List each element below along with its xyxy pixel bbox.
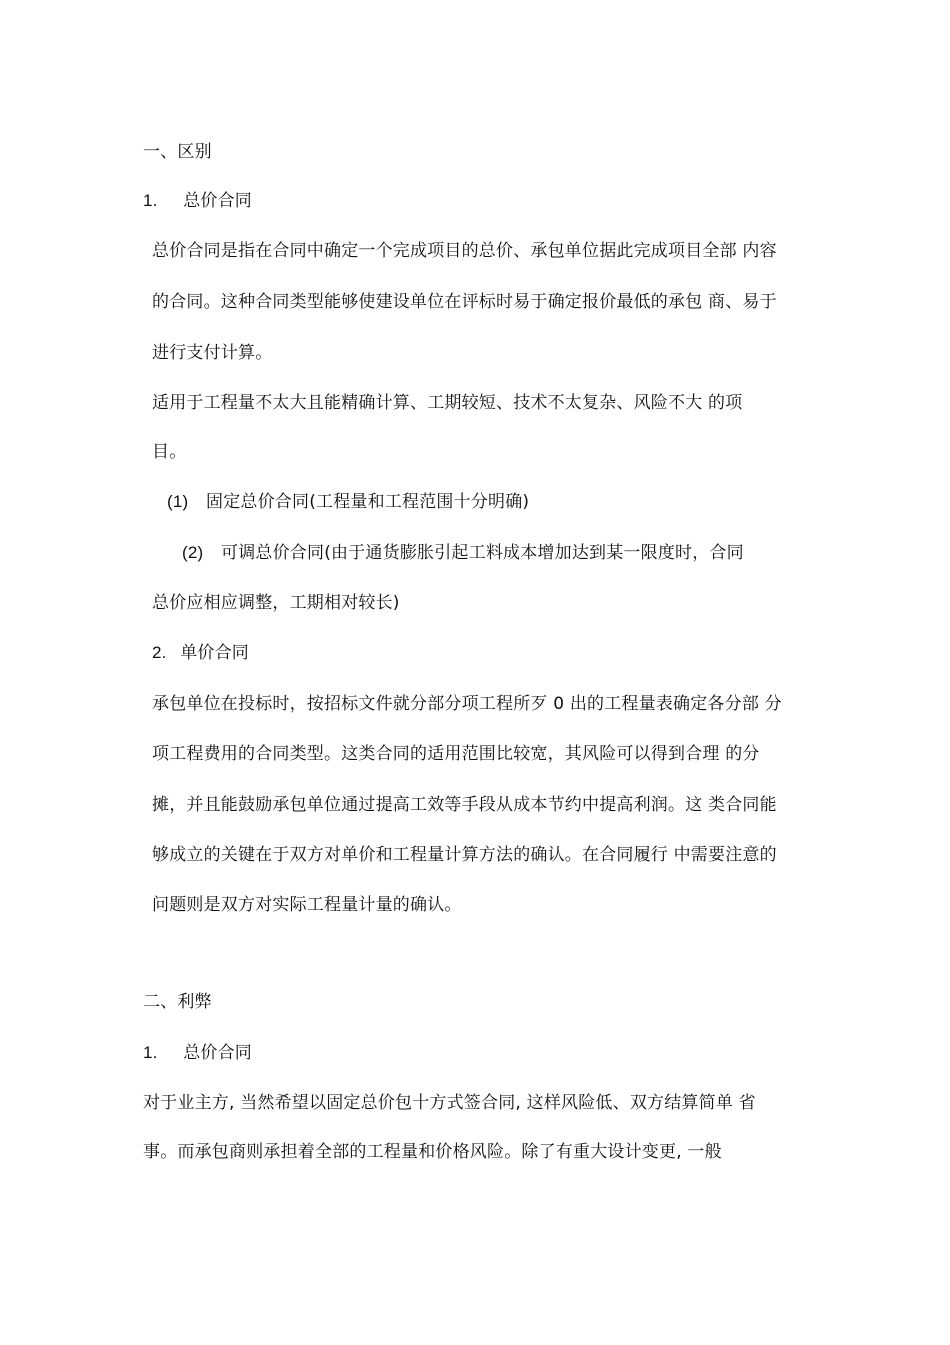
paragraph-line: 总价合同是指在合同中确定一个完成项目的总价、承包单位据此完成项目全部 内容 [152,241,777,261]
paragraph-line: 对于业主方, 当然希望以固定总价包十方式签合同, 这样风险低、双方结算简单 省 [143,1093,756,1113]
item-title: 单价合同 [180,643,249,663]
paragraph-line: 够成立的关键在于双方对单价和工程量计算方法的确认。在合同履行 中需要注意的 [152,845,777,865]
item-number: 1. [143,1043,158,1062]
paragraph-line: 适用于工程量不太大且能精确计算、工期较短、技术不太复杂、风险不大 的项 [152,393,743,413]
item-number: 2. [152,643,167,662]
sub-item-text: 可调总价合同(由于通货膨胀引起工料成本增加达到某一限度时，合同 [221,543,744,563]
section-heading: 一、区别 [143,142,212,162]
paragraph-line: 项工程费用的合同类型。这类合同的适用范围比较宽，其风险可以得到合理 的分 [152,744,760,764]
paragraph-line: 目。 [152,442,187,462]
sub-item-number: (1) [167,492,189,511]
item-number: 1. [143,191,158,210]
paragraph-line: 摊，并且能鼓励承包单位通过提高工效等手段从成本节约中提高利润。这 类合同能 [152,795,777,815]
sub-item [182,542,744,564]
item-heading [152,642,249,664]
sub-item-number: (2) [182,543,204,562]
paragraph-line: 进行支付计算。 [152,343,273,363]
paragraph-line: 的合同。这种合同类型能够使建设单位在评标时易于确定报价最低的承包 商、易于 [152,292,777,312]
item-title: 总价合同 [183,1043,252,1063]
item-title: 总价合同 [183,191,252,211]
paragraph-line: 问题则是双方对实际工程量计量的确认。 [152,895,462,915]
paragraph-line: 总价应相应调整，工期相对较长) [152,593,400,613]
paragraph-line: 承包单位在投标时，按招标文件就分部分项工程所歹 0 出的工程量表确定各分部 分 [152,694,782,714]
sub-item [167,491,529,513]
item-heading [143,1042,252,1064]
item-heading [143,190,252,212]
section-heading: 二、利弊 [143,992,212,1012]
paragraph-line: 事。而承包商则承担着全部的工程量和价格风险。除了有重大设计变更, 一般 [143,1142,722,1162]
sub-item-text: 固定总价合同(工程量和工程范围十分明确) [206,492,530,512]
